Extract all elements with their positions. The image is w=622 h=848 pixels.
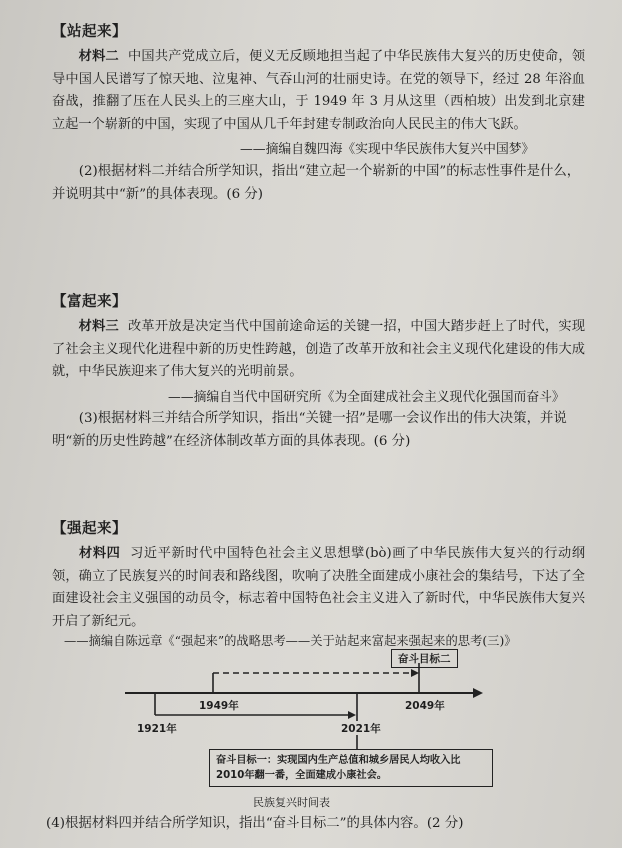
material-four-text: 习近平新时代中国特色社会主义思想擘(bò)画了中华民族伟大复兴的行动纲领，确立了民族复兴的时间表和路线图，吹响了决胜全面建成小康社会的集结号，下达了全面建设社会主义强国的动员令，标志着中国特色社会主义进入了新时代，中华民族伟大复兴开启了新纪元。 <box>52 546 586 629</box>
material-two <box>52 46 585 136</box>
first-century-arrowhead <box>348 711 356 719</box>
question-4: (4)根据材料四并结合所学知识，指出“奋斗目标二”的具体内容。(2 分) <box>46 816 464 831</box>
material-three-source: ——摘编自当代中国研究所《为全面建成社会主义现代化强国而奋斗》 <box>168 390 565 405</box>
year-2021-label: 2021年 <box>341 723 381 735</box>
material-two-label: 材料二 <box>78 49 120 64</box>
section-heading-get-strong: 【强起来】 <box>52 521 127 537</box>
material-two-text: 中国共产党成立后，便义无反顾地担当起了中华民族伟大复兴的历史使命，领导中国人民谱写了惊天地、泣鬼神、气吞山河的壮丽史诗。在党的领导下，经过 28 年浴血奋战，推翻了压在人民头上的三座大山，于 1949 年 3 月从这里（西柏坡）出发到北京建立起一个崭新的中国，实现了中国从几千年封建专制政治向人民民主的伟大飞跃。 <box>52 49 586 132</box>
section-heading-stand-up: 【站起来】 <box>52 24 127 40</box>
year-1921-label: 1921年 <box>137 723 177 735</box>
question-3: (3)根据材料三并结合所学知识，指出“关键一招”是哪一会议作出的伟大决策，并说明“新的历史性跨越”在经济体制改革方面的具体表现。(6 分) <box>52 411 567 449</box>
material-three-text: 改革开放是决定当代中国前途命运的关键一招，中国大踏步赶上了时代，实现了社会主义现代化进程中新的历史性跨越，创造了改革开放和社会主义现代化建设的伟大成就，中华民族迎来了伟大复兴的光明前景。 <box>52 319 586 379</box>
diagram-caption: 民族复兴时间表 <box>253 796 330 809</box>
material-two-source: ——摘编自魏四海《实现中华民族伟大复兴中国梦》 <box>240 142 535 157</box>
material-four-source: ——摘编自陈远章《“强起来”的战略思考——关于站起来富起来强起来的思考(三)》 <box>64 634 517 648</box>
question-2: (2)根据材料二并结合所学知识，指出“建立起一个崭新的中国”的标志性事件是什么，并说明其中“新”的具体表现。(6 分) <box>52 164 581 202</box>
goal-one-box: 奋斗目标一：实现国内生产总值和城乡居民人均收入比2010年翻一番，全面建成小康社会。 <box>209 749 493 787</box>
material-three-label: 材料三 <box>78 319 120 334</box>
material-four <box>52 543 585 633</box>
goal-two-box: 奋斗目标二 <box>391 649 458 668</box>
material-three <box>52 316 585 384</box>
timeline-axis-arrowhead <box>473 688 483 698</box>
year-1949-label: 1949年 <box>199 700 239 712</box>
second-century-arrowhead <box>411 669 419 677</box>
material-four-label: 材料四 <box>78 546 121 561</box>
year-2049-label: 2049年 <box>405 700 445 712</box>
section-heading-get-rich: 【富起来】 <box>52 294 127 310</box>
revival-timeline-diagram <box>115 655 495 810</box>
